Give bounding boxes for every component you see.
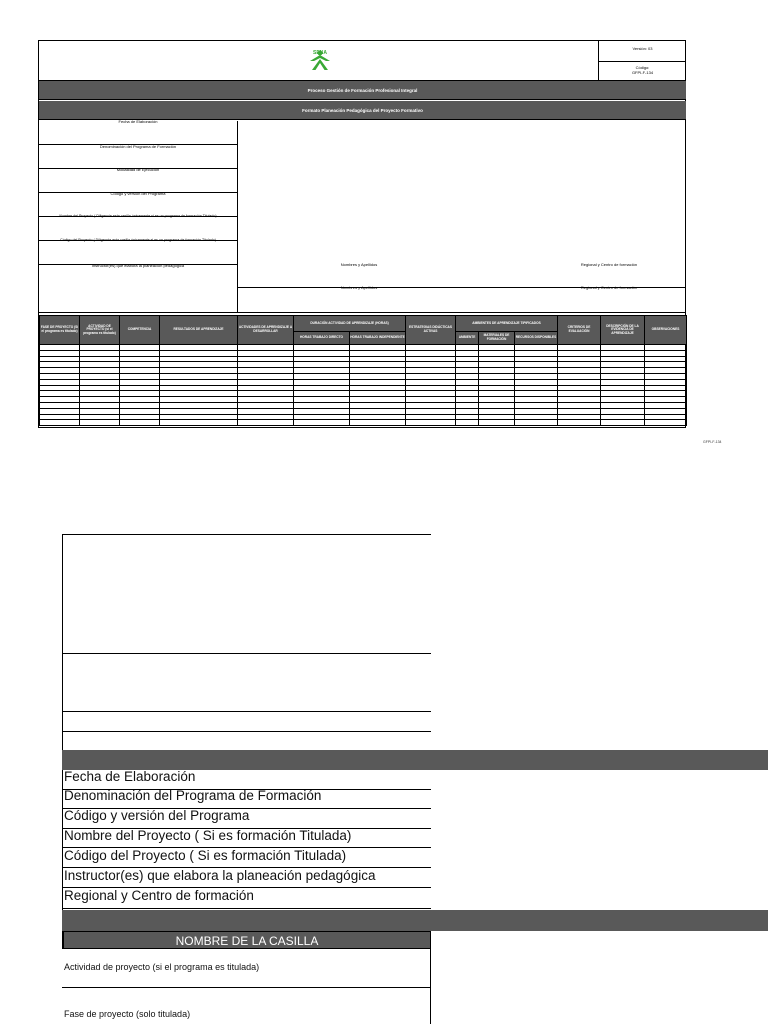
regional-label-1: Regional y Centro de formación [580,262,638,267]
bottom-label-instructor: Instructor(es) que elabora la planeación pedagógica [64,868,376,883]
table-row [40,420,687,426]
th-ambientes: AMBIENTES DE APRENDIZAJE TIPIFICADOS [456,316,558,332]
planning-table [39,315,687,426]
th-actividad-proyecto: ACTIVIDAD DE PROYECTO (si el programa es titulado) [80,316,120,345]
meta-cell [599,41,686,81]
bottom-label-denominacion: Denominación del Programa de Formación [64,788,322,803]
bottom-label-codigo-programa: Código y versión del Programa [64,808,250,823]
table-cell[interactable] [601,420,645,426]
logo-cell [39,41,599,81]
table-cell[interactable] [294,420,350,426]
label-instructor: Instructor(es) que elabora la planeación pedagógica [39,265,238,313]
casilla-row-actividad: Actividad de proyecto (si el programa es titulada) [64,962,260,972]
gray-band-2 [62,910,768,931]
bottom-label-fecha: Fecha de Elaboración [64,769,196,784]
table-cell[interactable] [456,420,479,426]
table-cell[interactable] [350,420,406,426]
label-modalidad: Modalidad de Ejecución [39,169,238,193]
th-competencia: COMPETENCIA [120,316,160,345]
form-divider [39,312,686,313]
meta-divider [599,61,686,62]
rule-12 [62,987,431,988]
gray-band-1 [62,750,768,770]
rule-1 [62,534,431,535]
casilla-header: NOMBRE DE LA CASILLA [63,931,431,949]
footer-code: GFPI-F-134 [703,440,722,444]
th-criterios: CRITERIOS DE EVALUACIÓN [558,316,601,345]
rule-3 [62,711,431,712]
names-label-1: Nombres y Apellidos [340,262,378,267]
label-codigo-proyecto: Código del Proyecto ( Diligencie esta casilla únicamente si es un programa de formación Titulado) [39,241,238,265]
logo-text: SENA [313,50,327,56]
table-cell[interactable] [479,420,515,426]
table-cell[interactable] [40,420,80,426]
table-cell[interactable] [238,420,294,426]
process-title: Proceso Gestión de Formación Profesional Integral [39,81,686,100]
table-cell[interactable] [515,420,558,426]
th-evidencia: DESCRIPCIÓN DE LA EVIDENCIA DE APRENDIZAJE [601,316,645,345]
label-denominacion: Denominación del Programa de Formación [39,145,238,169]
rule-4 [62,731,431,732]
bottom-label-codigo-proyecto: Código del Proyecto ( Si es formación Titulada) [64,848,347,863]
th-ambiente: AMBIENTE [456,332,479,345]
th-resultados: RESULTADOS DE APRENDIZAJE [160,316,238,345]
code-label: Código: [635,65,650,70]
version-text: Versión: 03 [632,46,653,51]
bottom-label-nombre-proyecto: Nombre del Proyecto ( Si es formación Titulada) [64,828,352,843]
table-cell[interactable] [645,420,687,426]
th-fase: FASE DE PROYECTO (Si el programa es titulado) [40,316,80,345]
table-cell[interactable] [558,420,601,426]
rule-11 [62,908,431,909]
th-recursos: RECURSOS DISPONIBLES [515,332,558,345]
table-cell[interactable] [160,420,238,426]
th-horas-independiente: HORAS TRABAJO INDEPENDIENTE [350,332,406,345]
table-cell[interactable] [406,420,456,426]
label-fecha: Fecha de Elaboración [39,121,238,145]
th-estrategias: ESTRATEGIAS DIDÁCTICAS ACTIVAS [406,316,456,345]
table-cell[interactable] [80,420,120,426]
planning-form [38,40,686,428]
rule-2 [62,653,431,654]
names-label-2: Nombres y Apellidos [340,285,378,290]
table-cell[interactable] [120,420,160,426]
regional-label-2: Regional y Centro de formación [580,285,638,290]
label-codigo-programa: Código y versión del Programa [39,193,238,217]
th-observaciones: OBSERVACIONES [645,316,687,345]
label-nombre-proyecto: Nombre del Proyecto ( Diligencie esta casilla únicamente si es un programa de formación Titulado) [39,217,238,241]
th-horas-directo: HORAS TRABAJO DIRECTO [294,332,350,345]
bottom-label-regional: Regional y Centro de formación [64,888,254,903]
th-materiales: MATERIALES DE FORMACIÓN [479,332,515,345]
th-actividades: ACTIVIDADES DE APRENDIZAJE A DESARROLLAR [238,316,294,345]
casilla-row-fase: Fase de proyecto (solo titulada) [64,1009,191,1019]
th-duracion: DURACIÓN ACTIVIDAD DE APRENDIZAJE (HORAS) [294,316,406,332]
format-title: Formato Planeación Pedagógica del Proyecto Formativo [39,101,686,120]
code-value: GFPI-F-134 [631,70,654,75]
